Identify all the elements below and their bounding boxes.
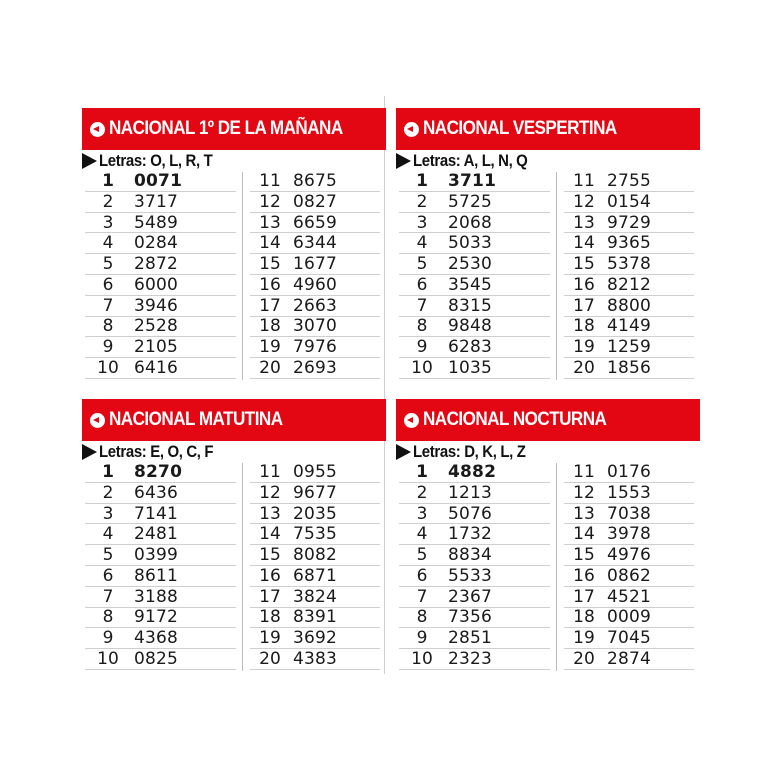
result-position: 2 (416, 191, 428, 212)
panel-nacional-nocturna (396, 399, 700, 670)
result-position: 1 (416, 461, 428, 482)
result-row (564, 358, 694, 379)
result-number: 2755 (607, 170, 652, 191)
result-position: 19 (573, 628, 595, 649)
result-row (564, 275, 694, 296)
result-row (250, 608, 380, 629)
result-number: 8082 (293, 545, 338, 566)
panel-header (82, 399, 386, 441)
result-position: 1 (416, 170, 428, 191)
result-position: 15 (259, 545, 281, 566)
result-position: 8 (416, 607, 428, 628)
result-position: 9 (102, 337, 114, 358)
result-row (399, 296, 550, 317)
result-number: 3711 (448, 170, 497, 191)
result-number: 2693 (293, 358, 338, 379)
result-row (564, 566, 694, 587)
result-number: 4521 (607, 586, 652, 607)
result-number: 0955 (293, 461, 338, 482)
result-row (399, 566, 550, 587)
result-number: 4368 (134, 628, 179, 649)
result-row (399, 462, 550, 483)
results-column-left (399, 462, 550, 670)
result-number: 1259 (607, 337, 652, 358)
result-number: 6000 (134, 274, 179, 295)
result-position: 12 (573, 191, 595, 212)
result-row (85, 317, 236, 338)
result-position: 13 (259, 503, 281, 524)
result-position: 16 (259, 274, 281, 295)
result-number: 2872 (134, 254, 179, 275)
results-columns (82, 462, 386, 670)
result-number: 1856 (607, 358, 652, 379)
result-position: 10 (97, 649, 119, 670)
results-columns (396, 171, 700, 379)
panel-title: NACIONAL VESPERTINA (423, 118, 617, 139)
result-row (85, 504, 236, 525)
result-row (564, 192, 694, 213)
result-position: 3 (416, 212, 428, 233)
result-number: 0176 (607, 461, 652, 482)
result-position: 9 (416, 628, 428, 649)
result-number: 8675 (293, 170, 338, 191)
result-position: 10 (411, 649, 433, 670)
result-number: 8834 (448, 545, 493, 566)
result-number: 3717 (134, 191, 179, 212)
result-position: 14 (259, 233, 281, 254)
result-row (85, 296, 236, 317)
result-row (399, 233, 550, 254)
result-position: 15 (573, 254, 595, 275)
result-row (564, 213, 694, 234)
result-position: 5 (102, 254, 114, 275)
triangle-right-icon (82, 153, 97, 169)
result-number: 2367 (448, 586, 493, 607)
result-row (250, 254, 380, 275)
result-row (399, 608, 550, 629)
result-row (399, 587, 550, 608)
result-position: 5 (416, 254, 428, 275)
result-row (85, 254, 236, 275)
triangle-right-icon (82, 444, 97, 460)
result-position: 5 (416, 545, 428, 566)
letras-line (82, 441, 386, 462)
result-position: 18 (573, 316, 595, 337)
result-number: 8315 (448, 295, 493, 316)
result-row (250, 192, 380, 213)
triangle-right-icon (396, 444, 411, 460)
result-number: 8611 (134, 565, 179, 586)
result-row (564, 587, 694, 608)
result-position: 2 (416, 482, 428, 503)
result-position: 8 (102, 316, 114, 337)
result-row (399, 483, 550, 504)
result-position: 14 (573, 524, 595, 545)
result-row (250, 524, 380, 545)
result-number: 5378 (607, 254, 652, 275)
result-position: 19 (259, 337, 281, 358)
result-row (85, 358, 236, 379)
result-position: 13 (573, 503, 595, 524)
panel-nacional-manana (82, 108, 386, 379)
result-number: 9729 (607, 212, 652, 233)
result-row (250, 233, 380, 254)
result-row (250, 628, 380, 649)
letras-text: Letras: E, O, C, F (99, 441, 214, 461)
result-number: 7535 (293, 524, 338, 545)
result-row (399, 358, 550, 379)
result-row (399, 317, 550, 338)
result-number: 1732 (448, 524, 493, 545)
result-row (250, 483, 380, 504)
result-number: 3978 (607, 524, 652, 545)
result-number: 3824 (293, 586, 338, 607)
result-number: 0862 (607, 565, 652, 586)
result-position: 20 (259, 649, 281, 670)
triangle-right-icon (396, 153, 411, 169)
result-position: 14 (573, 233, 595, 254)
result-row (399, 213, 550, 234)
result-position: 6 (416, 565, 428, 586)
result-number: 3070 (293, 316, 338, 337)
result-row (85, 608, 236, 629)
result-number: 2105 (134, 337, 179, 358)
result-number: 8212 (607, 274, 652, 295)
result-row (564, 296, 694, 317)
result-position: 7 (416, 295, 428, 316)
result-position: 6 (102, 565, 114, 586)
result-number: 6344 (293, 233, 338, 254)
result-position: 17 (573, 295, 595, 316)
result-position: 13 (573, 212, 595, 233)
result-row (85, 462, 236, 483)
result-row (564, 524, 694, 545)
result-position: 12 (259, 482, 281, 503)
result-number: 6283 (448, 337, 493, 358)
result-number: 9172 (134, 607, 179, 628)
result-row (250, 337, 380, 358)
result-number: 0009 (607, 607, 652, 628)
result-row (85, 524, 236, 545)
letras-line (396, 441, 700, 462)
result-number: 0154 (607, 191, 652, 212)
result-number: 3188 (134, 586, 179, 607)
results-column-right (564, 462, 694, 670)
result-position: 2 (102, 482, 114, 503)
letras-line (396, 150, 700, 171)
result-number: 1677 (293, 254, 338, 275)
result-row (564, 649, 694, 670)
result-row (399, 524, 550, 545)
result-number: 8800 (607, 295, 652, 316)
result-row (250, 462, 380, 483)
panel-header (396, 108, 700, 150)
result-row (85, 566, 236, 587)
column-divider (556, 172, 557, 380)
result-position: 1 (102, 170, 114, 191)
result-number: 7045 (607, 628, 652, 649)
result-position: 6 (416, 274, 428, 295)
result-position: 4 (102, 524, 114, 545)
result-row (564, 628, 694, 649)
result-row (250, 545, 380, 566)
result-number: 7356 (448, 607, 493, 628)
result-number: 7976 (293, 337, 338, 358)
result-position: 18 (259, 607, 281, 628)
result-number: 0827 (293, 191, 338, 212)
result-position: 9 (102, 628, 114, 649)
result-row (399, 171, 550, 192)
result-number: 6659 (293, 212, 338, 233)
result-number: 6871 (293, 565, 338, 586)
result-row (564, 483, 694, 504)
results-column-left (399, 171, 550, 379)
result-number: 6436 (134, 482, 179, 503)
play-back-icon (404, 413, 419, 428)
result-number: 2874 (607, 649, 652, 670)
result-number: 0399 (134, 545, 179, 566)
result-row (85, 545, 236, 566)
results-column-left (85, 462, 236, 670)
result-row (85, 171, 236, 192)
result-number: 0071 (134, 170, 183, 191)
play-back-icon (90, 122, 105, 137)
results-columns (82, 171, 386, 379)
result-row (564, 254, 694, 275)
result-position: 19 (573, 337, 595, 358)
panel-title: NACIONAL NOCTURNA (423, 409, 607, 430)
result-position: 17 (573, 586, 595, 607)
result-number: 2530 (448, 254, 493, 275)
result-position: 18 (259, 316, 281, 337)
results-column-right (250, 171, 380, 379)
result-row (250, 649, 380, 670)
result-row (85, 483, 236, 504)
result-position: 18 (573, 607, 595, 628)
results-column-right (250, 462, 380, 670)
result-position: 14 (259, 524, 281, 545)
result-row (250, 213, 380, 234)
result-position: 3 (102, 503, 114, 524)
result-number: 5076 (448, 503, 493, 524)
result-position: 17 (259, 586, 281, 607)
result-position: 4 (416, 524, 428, 545)
result-row (564, 317, 694, 338)
result-row (250, 358, 380, 379)
result-row (85, 275, 236, 296)
letras-text: Letras: A, L, N, Q (413, 150, 528, 170)
panel-title: NACIONAL 1º DE LA MAÑANA (109, 118, 343, 139)
result-number: 4383 (293, 649, 338, 670)
result-row (564, 545, 694, 566)
panel-header (82, 108, 386, 150)
letras-text: Letras: O, L, R, T (99, 150, 213, 170)
result-position: 7 (102, 586, 114, 607)
result-number: 3692 (293, 628, 338, 649)
result-number: 8391 (293, 607, 338, 628)
result-position: 16 (573, 274, 595, 295)
result-number: 1213 (448, 482, 493, 503)
result-number: 6416 (134, 358, 179, 379)
result-row (250, 504, 380, 525)
result-position: 15 (573, 545, 595, 566)
result-number: 2068 (448, 212, 493, 233)
result-row (399, 628, 550, 649)
result-number: 5725 (448, 191, 493, 212)
result-row (399, 254, 550, 275)
result-position: 17 (259, 295, 281, 316)
result-position: 20 (259, 358, 281, 379)
result-row (564, 462, 694, 483)
result-number: 2663 (293, 295, 338, 316)
result-position: 16 (573, 565, 595, 586)
result-number: 4882 (448, 461, 497, 482)
result-row (250, 275, 380, 296)
result-position: 4 (102, 233, 114, 254)
result-number: 5533 (448, 565, 493, 586)
result-number: 9677 (293, 482, 338, 503)
panel-nacional-matutina (82, 399, 386, 670)
result-position: 6 (102, 274, 114, 295)
result-row (250, 296, 380, 317)
result-row (85, 628, 236, 649)
result-number: 2481 (134, 524, 179, 545)
result-number: 5033 (448, 233, 493, 254)
result-number: 1553 (607, 482, 652, 503)
result-position: 3 (416, 503, 428, 524)
result-number: 2851 (448, 628, 493, 649)
result-position: 3 (102, 212, 114, 233)
result-position: 16 (259, 565, 281, 586)
play-back-icon (404, 122, 419, 137)
play-back-icon (90, 413, 105, 428)
result-position: 12 (573, 482, 595, 503)
results-column-right (564, 171, 694, 379)
result-number: 8270 (134, 461, 183, 482)
result-row (85, 587, 236, 608)
result-number: 3545 (448, 274, 493, 295)
result-row (564, 504, 694, 525)
result-number: 7038 (607, 503, 652, 524)
result-position: 10 (411, 358, 433, 379)
result-number: 0825 (134, 649, 179, 670)
result-position: 2 (102, 191, 114, 212)
result-number: 7141 (134, 503, 179, 524)
result-number: 9848 (448, 316, 493, 337)
result-number: 2035 (293, 503, 338, 524)
column-divider (556, 463, 557, 671)
result-position: 15 (259, 254, 281, 275)
result-row (399, 275, 550, 296)
result-position: 12 (259, 191, 281, 212)
panel-title: NACIONAL MATUTINA (109, 409, 283, 430)
result-position: 8 (102, 607, 114, 628)
panel-header (396, 399, 700, 441)
result-row (250, 566, 380, 587)
result-position: 11 (259, 461, 281, 482)
result-number: 0284 (134, 233, 179, 254)
result-row (399, 545, 550, 566)
result-row (399, 649, 550, 670)
result-row (250, 171, 380, 192)
letras-text: Letras: D, K, L, Z (413, 441, 526, 461)
result-position: 20 (573, 358, 595, 379)
result-row (399, 192, 550, 213)
result-row (250, 317, 380, 338)
column-divider (242, 172, 243, 380)
result-number: 3946 (134, 295, 179, 316)
result-position: 8 (416, 316, 428, 337)
result-position: 20 (573, 649, 595, 670)
result-position: 11 (573, 461, 595, 482)
letras-line (82, 150, 386, 171)
result-number: 4976 (607, 545, 652, 566)
result-row (85, 337, 236, 358)
panel-nacional-vespertina (396, 108, 700, 379)
result-position: 4 (416, 233, 428, 254)
results-columns (396, 462, 700, 670)
result-number: 4149 (607, 316, 652, 337)
result-number: 5489 (134, 212, 179, 233)
result-position: 13 (259, 212, 281, 233)
result-row (399, 504, 550, 525)
result-number: 2528 (134, 316, 179, 337)
result-number: 1035 (448, 358, 493, 379)
result-number: 9365 (607, 233, 652, 254)
result-row (85, 233, 236, 254)
column-divider (242, 463, 243, 671)
result-position: 10 (97, 358, 119, 379)
result-row (85, 213, 236, 234)
result-row (564, 608, 694, 629)
result-position: 11 (259, 170, 281, 191)
result-number: 2323 (448, 649, 493, 670)
result-position: 5 (102, 545, 114, 566)
result-position: 7 (102, 295, 114, 316)
result-row (564, 337, 694, 358)
results-column-left (85, 171, 236, 379)
result-row (399, 337, 550, 358)
result-row (250, 587, 380, 608)
result-row (564, 171, 694, 192)
result-position: 9 (416, 337, 428, 358)
result-position: 1 (102, 461, 114, 482)
result-number: 4960 (293, 274, 338, 295)
result-position: 7 (416, 586, 428, 607)
result-row (85, 192, 236, 213)
result-position: 19 (259, 628, 281, 649)
result-position: 11 (573, 170, 595, 191)
result-row (564, 233, 694, 254)
result-row (85, 649, 236, 670)
